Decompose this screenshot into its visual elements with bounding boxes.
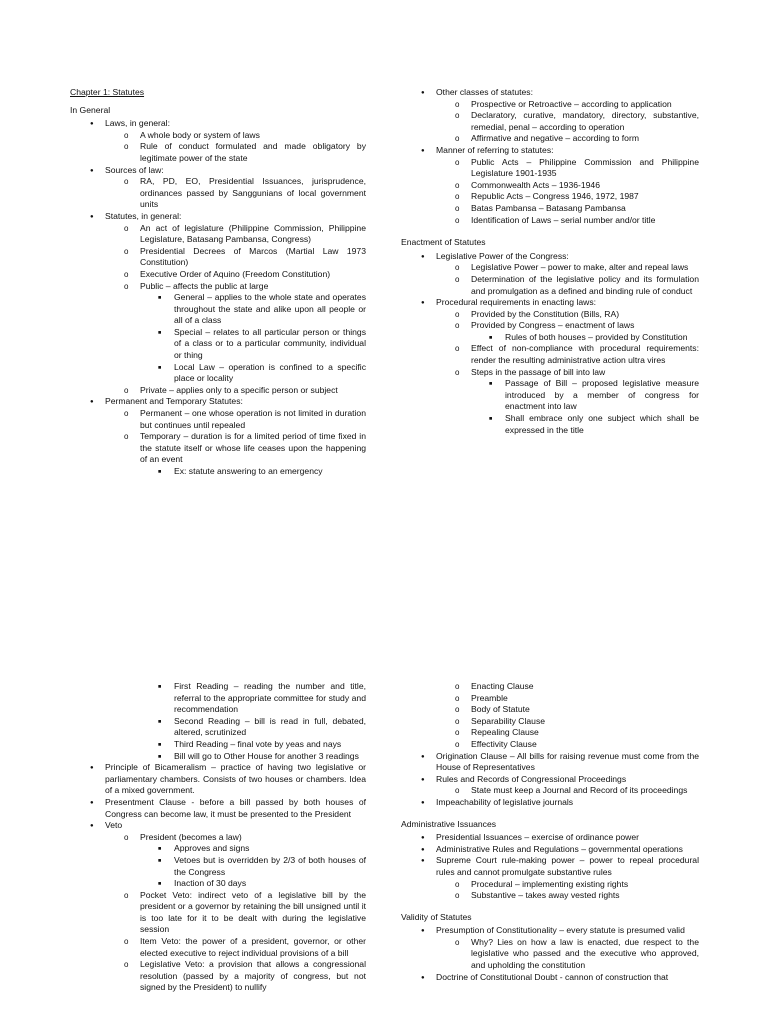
list-item (70, 327, 366, 362)
list-item (70, 681, 366, 716)
bullet-circle-icon (455, 133, 459, 145)
list-item (70, 396, 366, 408)
bullet-circle-icon (124, 408, 128, 420)
list-item (70, 739, 366, 751)
list-item-text: Legislative Veto: a provision that allows a congressional resolution (passed by a majority of congress, but not signed by the President) to nullify (140, 959, 366, 993)
list-item-text: Steps in the passage of bill into law (471, 366, 606, 377)
bullet-circle-icon (455, 274, 459, 286)
list-item (70, 878, 366, 890)
bullet-disc-icon (421, 855, 425, 869)
list-item (70, 165, 366, 177)
bullet-circle-icon (124, 936, 128, 948)
list-item-text: President (becomes a law) (140, 831, 242, 842)
bullet-circle-icon (124, 141, 128, 153)
list-item-text: Inaction of 30 days (174, 878, 247, 889)
list-item (401, 693, 699, 705)
list-item (70, 751, 366, 763)
outline-list (401, 251, 699, 437)
list-item (401, 110, 699, 133)
list-item-text: Republic Acts – Congress 1946, 1972, 1987 (471, 191, 639, 202)
list-item-text: Shall embrace only one subject which shall be expressed in the title (505, 413, 699, 435)
bullet-circle-icon (455, 262, 459, 274)
outline-list (401, 87, 699, 226)
list-item-text: Approves and signs (174, 843, 250, 854)
list-item (70, 855, 366, 878)
list-item-text: A whole body or system of laws (140, 129, 260, 140)
list-item-text: First Reading – reading the number and title, referral to the appropriate committee for study and recommendation (174, 681, 366, 715)
list-item (401, 378, 699, 413)
list-item (70, 246, 366, 269)
list-item-text: Impeachability of legislative journals (436, 796, 574, 807)
list-item (401, 215, 699, 227)
list-item (401, 133, 699, 145)
list-item (401, 343, 699, 366)
list-item-text: Procedural – implementing existing rights (471, 878, 629, 889)
list-item (70, 141, 366, 164)
list-item-text: Supreme Court rule-making power – power to repeal procedural rules and cannot promulgate substantive rules (436, 855, 699, 877)
bullet-circle-icon (124, 269, 128, 281)
list-item-text: Legislative Power of the Congress: (436, 250, 569, 261)
list-item-text: Effect of non-compliance with procedural requirements: render the resulting administrative action ultra vires (471, 343, 699, 366)
section-heading-in-general: In General (70, 104, 111, 115)
list-item (70, 832, 366, 844)
list-item-text: Administrative Rules and Regulations – governmental operations (436, 843, 683, 854)
bullet-disc-icon (421, 797, 425, 811)
bullet-square-icon (489, 413, 492, 427)
list-item (70, 269, 366, 281)
list-item (70, 408, 366, 431)
bullet-square-icon (158, 362, 161, 376)
list-item-text: Why? Lies on how a law is enacted, due respect to the legislative who passed and the executive who approved, and upholding the constitution (471, 936, 699, 971)
bullet-circle-icon (124, 832, 128, 844)
list-item (70, 820, 366, 832)
bullet-circle-icon (455, 191, 459, 203)
list-item (70, 890, 366, 936)
list-item-text: Effectivity Clause (471, 738, 537, 749)
list-item-text: Batas Pambansa – Batasang Pambansa (471, 202, 626, 213)
list-item (401, 99, 699, 111)
list-item-text: Presidential Issuances – exercise of ordinance power (436, 832, 640, 843)
list-item-text: Presumption of Constitutionality – every statute is presumed valid (436, 925, 685, 936)
outline-list (70, 118, 366, 477)
list-item-text: Provided by the Constitution (Bills, RA) (471, 308, 620, 319)
bottom-left-column (70, 681, 366, 994)
list-item-text: Commonwealth Acts – 1936-1946 (471, 179, 600, 190)
list-item (401, 727, 699, 739)
list-item-text: Vetoes but is overridden by 2/3 of both houses of the Congress (174, 854, 366, 877)
bullet-circle-icon (124, 959, 128, 971)
list-item (70, 431, 366, 466)
list-item (401, 191, 699, 203)
list-item (70, 716, 366, 739)
list-item (70, 959, 366, 994)
list-item-text: Veto (105, 820, 123, 831)
bullet-circle-icon (455, 309, 459, 321)
list-item-text: Permanent and Temporary Statutes: (105, 396, 243, 407)
list-item-text: General – applies to the whole state and operates throughout the state and alike upon all people or all of a class (174, 292, 366, 326)
list-item (401, 332, 699, 344)
list-item (401, 203, 699, 215)
list-item-text: An act of legislature (Philippine Commission, Philippine Legislature, Batasang Pambansa, Congress) (140, 222, 366, 245)
section-heading-enactment: Enactment of Statutes (401, 237, 486, 248)
bullet-square-icon (158, 466, 161, 480)
list-item-text: Third Reading – final vote by yeas and nays (174, 738, 342, 749)
list-item (70, 176, 366, 211)
bullet-circle-icon (124, 176, 128, 188)
bullet-circle-icon (455, 203, 459, 215)
list-item-text: Determination of the legislative policy and its formulation and promulgation as a defined and binding rule of conduct (471, 273, 699, 296)
bullet-circle-icon (455, 343, 459, 355)
list-item-text: Special – relates to all particular person or things of a class or to a particular community, individual or thing (174, 326, 366, 361)
list-item (401, 262, 699, 274)
bullet-circle-icon (455, 937, 459, 949)
list-item (401, 890, 699, 902)
list-item (401, 704, 699, 716)
list-item-text: Legislative Power – power to make, alter and repeal laws (471, 262, 689, 273)
list-item (70, 118, 366, 130)
list-item (70, 281, 366, 293)
list-item (70, 762, 366, 797)
list-item-text: Other classes of statutes: (436, 87, 533, 97)
bullet-circle-icon (124, 385, 128, 397)
bullet-circle-icon (455, 704, 459, 716)
list-item-text: Presentment Clause - before a bill passed by both houses of Congress can become law, it must be presented to the President (105, 796, 366, 819)
bullet-circle-icon (455, 215, 459, 227)
list-item (401, 145, 699, 157)
list-item (70, 843, 366, 855)
list-item-text: Provided by Congress – enactment of laws (471, 320, 635, 331)
bullet-disc-icon (90, 797, 94, 811)
list-item-text: Principle of Bicameralism – practice of having two legislative or parliamentary chambers. Consists of two houses or chambers. Idea of a mixed government. (105, 762, 366, 796)
list-item-text: Ex: statute answering to an emergency (174, 466, 323, 476)
list-item-text: Rules and Records of Congressional Proceedings (436, 773, 627, 784)
list-item (401, 797, 699, 809)
bullet-square-icon (158, 855, 161, 869)
list-item (401, 855, 699, 878)
bullet-circle-icon (455, 681, 459, 693)
list-item-text: Manner of referring to statutes: (436, 144, 554, 155)
list-item-text: Substantive – takes away vested rights (471, 890, 620, 901)
list-item-text: Repealing Clause (471, 727, 539, 738)
list-item-text: Procedural requirements in enacting laws: (436, 297, 597, 308)
list-item-text: Passage of Bill – proposed legislative measure introduced by a member of congress for enactment into law (505, 378, 699, 412)
list-item-text: Doctrine of Constitutional Doubt - cannon of construction that (436, 971, 669, 982)
list-item-text: Item Veto: the power of a president, governor, or other elected executive to reject individual provisions of a bill (140, 936, 366, 958)
list-item-text: Second Reading – bill is read in full, debated, altered, scrutinized (174, 715, 366, 738)
list-item-text: Affirmative and negative – according to form (471, 133, 639, 144)
list-item-text: Body of Statute (471, 704, 530, 715)
bullet-circle-icon (455, 367, 459, 379)
list-item (70, 223, 366, 246)
list-item-text: Origination Clause – All bills for raising revenue must come from the House of Representatives (436, 750, 699, 773)
list-item (70, 385, 366, 397)
list-item-text: Prospective or Retroactive – according to application (471, 98, 672, 109)
bullet-circle-icon (455, 99, 459, 111)
list-item (401, 297, 699, 309)
page-bottom (0, 680, 768, 1024)
list-item (401, 716, 699, 728)
bullet-circle-icon (455, 890, 459, 902)
bullet-square-icon (158, 716, 161, 730)
list-item-text: Rule of conduct formulated and made obligatory by legitimate power of the state (140, 141, 366, 163)
outline-list (401, 925, 699, 983)
list-item (401, 774, 699, 786)
bullet-circle-icon (455, 727, 459, 739)
top-right-column (401, 87, 699, 436)
bullet-circle-icon (455, 879, 459, 891)
list-item-text: Preamble (471, 692, 508, 703)
list-item (401, 739, 699, 751)
list-item (70, 362, 366, 385)
list-item-text: Private – applies only to a specific person or subject (140, 384, 338, 395)
list-item (401, 274, 699, 297)
list-item (401, 251, 699, 263)
list-item (401, 751, 699, 774)
bullet-disc-icon (90, 762, 94, 776)
list-item-text: Identification of Laws – serial number and/or title (471, 214, 656, 225)
list-item-text: Enacting Clause (471, 681, 534, 691)
outline-list (70, 681, 366, 994)
list-item-text: Local Law – operation is confined to a specific place or locality (174, 361, 366, 384)
list-item (70, 466, 366, 478)
list-item (401, 844, 699, 856)
section-heading-administrative-issuances: Administrative Issuances (401, 818, 497, 829)
list-item (401, 309, 699, 321)
list-item-text: Public Acts – Philippine Commission and Philippine Legislature 1901-1935 (471, 156, 699, 179)
bullet-disc-icon (421, 972, 425, 986)
bullet-circle-icon (455, 739, 459, 751)
bullet-circle-icon (455, 693, 459, 705)
bullet-circle-icon (455, 716, 459, 728)
bullet-circle-icon (455, 157, 459, 169)
list-item (401, 925, 699, 937)
list-item-text: State must keep a Journal and Record of its proceedings (471, 785, 688, 796)
list-item-text: Bill will go to Other House for another 3 readings (174, 750, 359, 761)
bottom-right-column (401, 681, 699, 983)
bullet-circle-icon (455, 110, 459, 122)
bullet-circle-icon (455, 320, 459, 332)
top-left-column (70, 87, 366, 478)
list-item-text: Sources of law: (105, 164, 164, 175)
list-item-text: Rules of both houses – provided by Constitution (505, 331, 688, 342)
bullet-square-icon (158, 327, 161, 341)
bullet-circle-icon (124, 246, 128, 258)
list-item (401, 785, 699, 797)
list-item (401, 972, 699, 984)
list-item-text: Public – affects the public at large (140, 280, 269, 291)
outline-list (401, 832, 699, 902)
list-item (401, 157, 699, 180)
list-item-text: Presidential Decrees of Marcos (Martial Law 1973 Constitution) (140, 245, 366, 268)
bullet-circle-icon (124, 130, 128, 142)
list-item (70, 797, 366, 820)
list-item (401, 832, 699, 844)
list-item-text: Pocket Veto: indirect veto of a legislative bill by the president or a governor by retaining the bill unsigned until it is too late for it to be dealt with during the legislative session (140, 889, 366, 935)
list-item-text: Declaratory, curative, mandatory, directory, substantive, remedial, penal – according to operation (471, 110, 699, 132)
bullet-circle-icon (124, 431, 128, 443)
bullet-square-icon (158, 292, 161, 306)
list-item-text: Temporary – duration is for a limited period of time fixed in the statute itself or whose life ceases upon the happening of an event (140, 431, 366, 465)
list-item (70, 292, 366, 327)
list-item (401, 87, 699, 99)
list-item (70, 211, 366, 223)
list-item (401, 367, 699, 379)
list-item (401, 180, 699, 192)
list-item (401, 413, 699, 436)
list-item-text: Separability Clause (471, 715, 546, 726)
list-item (401, 320, 699, 332)
list-item-text: Permanent – one whose operation is not limited in duration but continues until repealed (140, 408, 366, 430)
bullet-square-icon (489, 378, 492, 392)
list-item (401, 879, 699, 891)
bullet-disc-icon (421, 751, 425, 765)
list-item-text: RA, PD, EO, Presidential Issuances, jurisprudence, ordinances passed by Sanggunians of local government units (140, 176, 366, 210)
bullet-circle-icon (455, 180, 459, 192)
list-item (70, 936, 366, 959)
list-item (401, 681, 699, 693)
bullet-circle-icon (124, 890, 128, 902)
bullet-circle-icon (124, 223, 128, 235)
list-item-text: Laws, in general: (105, 118, 170, 129)
section-heading-validity: Validity of Statutes (401, 911, 472, 922)
bullet-square-icon (158, 681, 161, 695)
bullet-circle-icon (124, 281, 128, 293)
outline-list (401, 681, 699, 809)
list-item (70, 130, 366, 142)
list-item (401, 937, 699, 972)
chapter-title: Chapter 1: Statutes (70, 87, 145, 97)
bullet-circle-icon (455, 785, 459, 797)
list-item-text: Executive Order of Aquino (Freedom Constitution) (140, 268, 331, 279)
list-item-text: Statutes, in general: (105, 210, 182, 221)
